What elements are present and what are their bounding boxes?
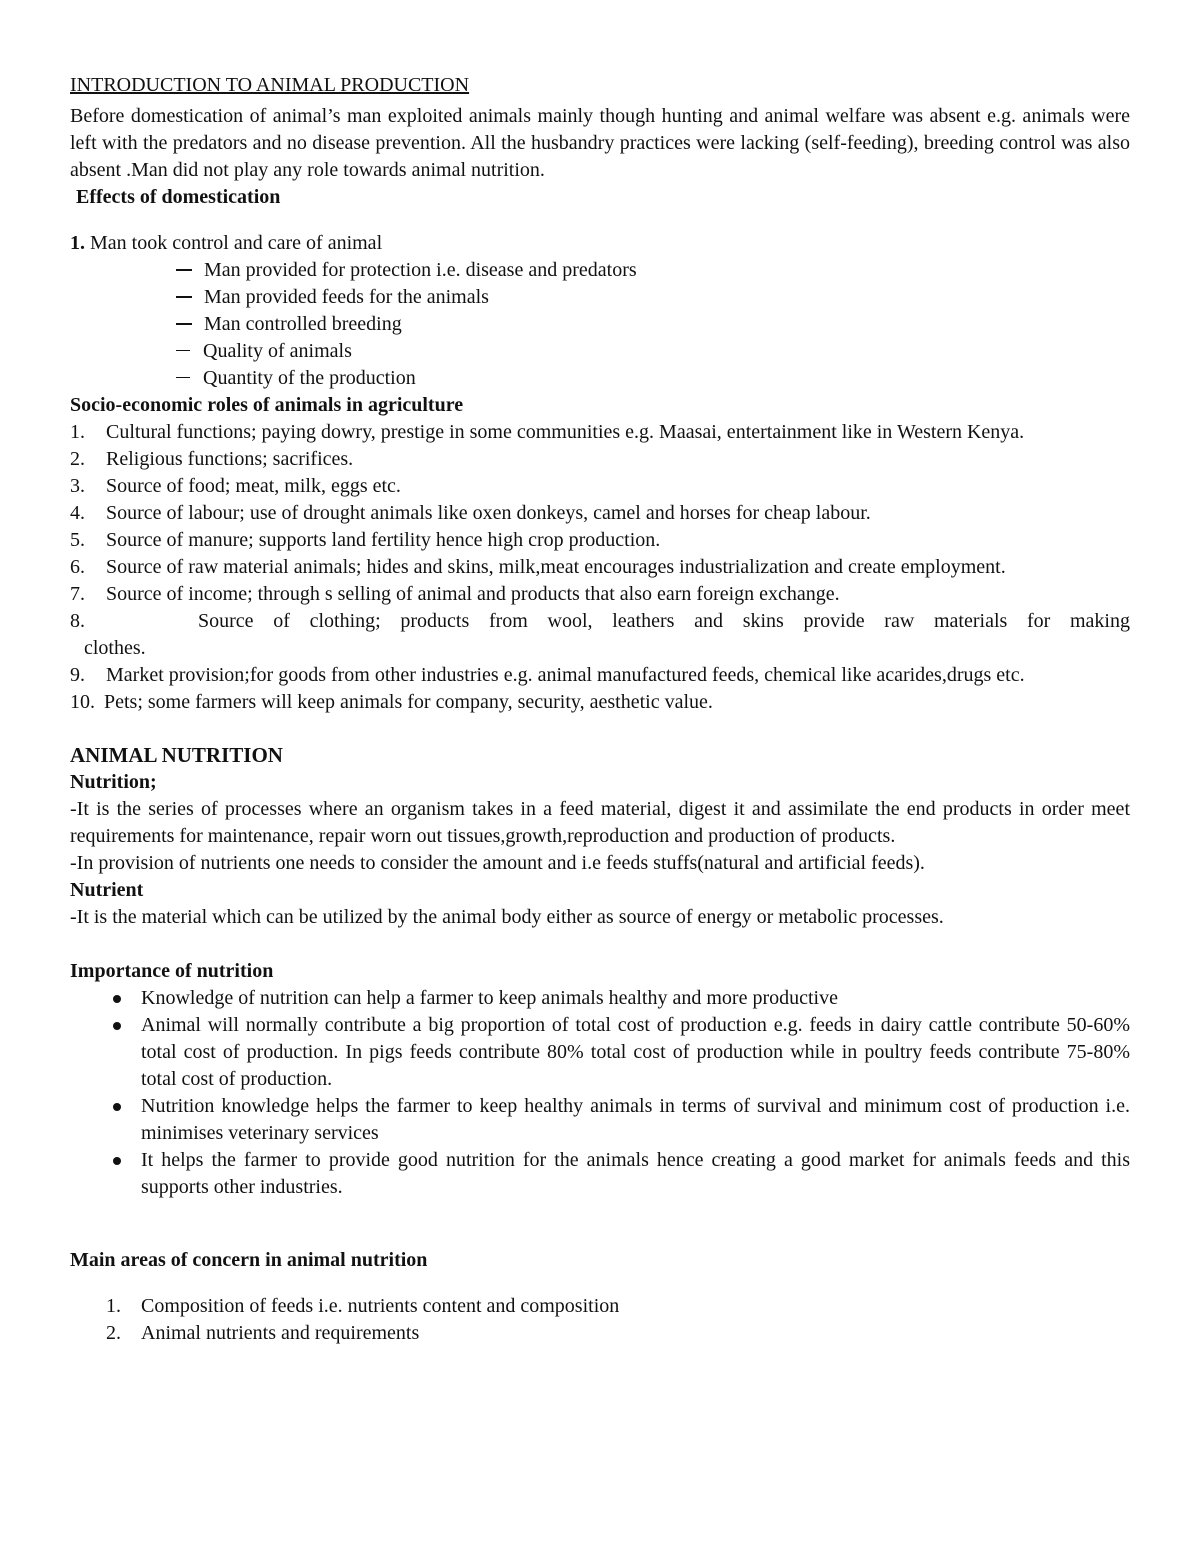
bullet-icon <box>113 1103 121 1111</box>
nutrient-heading: Nutrient <box>70 879 144 901</box>
list-item: Animal will normally contribute a big proportion of total cost of production e.g. feeds in dairy cattle contribute 50-60% total cost of production. In pigs feeds contribute 80% total cost of production while in poultry feeds contribute 75-80% total cost of production. <box>70 1012 1130 1093</box>
list-item: 5. Source of manure; supports land fertility hence high crop production. <box>70 529 661 551</box>
nutrition-heading: ANIMAL NUTRITION <box>70 743 283 767</box>
list-item: 2. Animal nutrients and requirements <box>106 1322 420 1344</box>
bullet-icon <box>113 995 121 1003</box>
list-item: 10. Pets; some farmers will keep animals for company, security, aesthetic value. <box>70 691 713 713</box>
dash-icon <box>176 269 192 271</box>
effect-item-1-text: Man took control and care of animal <box>85 232 383 254</box>
roles-list <box>70 419 1130 716</box>
effect-item-1-number: 1. <box>70 232 85 254</box>
effect-subitem: Man controlled breeding <box>70 311 1130 338</box>
list-item: 1. Cultural functions; paying dowry, prestige in some communities e.g. Maasai, entertainment like in Western Kenya. <box>70 421 1025 443</box>
list-item: Knowledge of nutrition can help a farmer to keep animals healthy and more productive <box>70 985 1130 1012</box>
importance-list <box>70 985 1130 1201</box>
dash-icon <box>176 323 192 325</box>
nutrition-definition: -It is the series of processes where an organism takes in a feed material, digest it and assimilate the end products in order meet requirements for maintenance, repair worn out tissues,growth,reproduction and production of products. <box>70 798 1130 847</box>
document-page <box>70 72 1130 1347</box>
nutrient-definition: -It is the material which can be utilized by the animal body either as source of energy or metabolic processes. <box>70 906 944 928</box>
roles-heading: Socio-economic roles of animals in agriculture <box>70 394 464 416</box>
importance-heading: Importance of nutrition <box>70 960 274 982</box>
effect-item-1 <box>70 230 1130 257</box>
list-item: 4. Source of labour; use of drought animals like oxen donkeys, camel and horses for cheap labour. <box>70 502 871 524</box>
effect-subitem: Man provided feeds for the animals <box>70 284 1130 311</box>
page-title: INTRODUCTION TO ANIMAL PRODUCTION <box>70 74 470 96</box>
effect-subitem: Quality of animals <box>70 338 1130 365</box>
effect-subitem: Man provided for protection i.e. disease and predators <box>70 257 1130 284</box>
list-item: 7. Source of income; through s selling of animal and products that also earn foreign exchange. <box>70 583 840 605</box>
list-item: It helps the farmer to provide good nutrition for the animals hence creating a good market for animals feeds and this supports other industries. <box>70 1147 1130 1201</box>
list-item: 2. Religious functions; sacrifices. <box>70 448 354 470</box>
list-item: Nutrition knowledge helps the farmer to keep healthy animals in terms of survival and minimum cost of production i.e. minimises veterinary services <box>70 1093 1130 1147</box>
list-item: 9. Market provision;for goods from other industries e.g. animal manufactured feeds, chemical like acarides,drugs etc. <box>70 664 1025 686</box>
bullet-icon <box>113 1022 121 1030</box>
concern-list <box>70 1293 1130 1347</box>
intro-paragraph: Before domestication of animal’s man exploited animals mainly though hunting and animal welfare was absent e.g. animals were left with the predators and no disease prevention. All the husbandry practices were lacking (self-feeding), breeding control was also absent .Man did not play any role towards animal nutrition. <box>70 105 1130 181</box>
dash-icon <box>176 296 192 298</box>
list-item: 8. Source of clothing; products from wool, leathers and skins provide raw materials for making clothes. <box>70 610 1130 659</box>
dash-icon <box>176 350 190 351</box>
list-item: 1. Composition of feeds i.e. nutrients content and composition <box>106 1295 620 1317</box>
effects-heading: Effects of domestication <box>76 186 281 208</box>
nutrition-subheading: Nutrition; <box>70 771 157 793</box>
concern-heading: Main areas of concern in animal nutrition <box>70 1249 428 1271</box>
list-item: 6. Source of raw material animals; hides and skins, milk,meat encourages industrialization and create employment. <box>70 556 1006 578</box>
dash-icon <box>176 377 190 378</box>
bullet-icon <box>113 1157 121 1165</box>
list-item: 3. Source of food; meat, milk, eggs etc. <box>70 475 401 497</box>
effect-subitem: Quantity of the production <box>70 365 1130 392</box>
nutrition-provision: -In provision of nutrients one needs to consider the amount and i.e feeds stuffs(natural and artificial feeds). <box>70 852 925 874</box>
effect-subitem-list <box>70 257 1130 392</box>
